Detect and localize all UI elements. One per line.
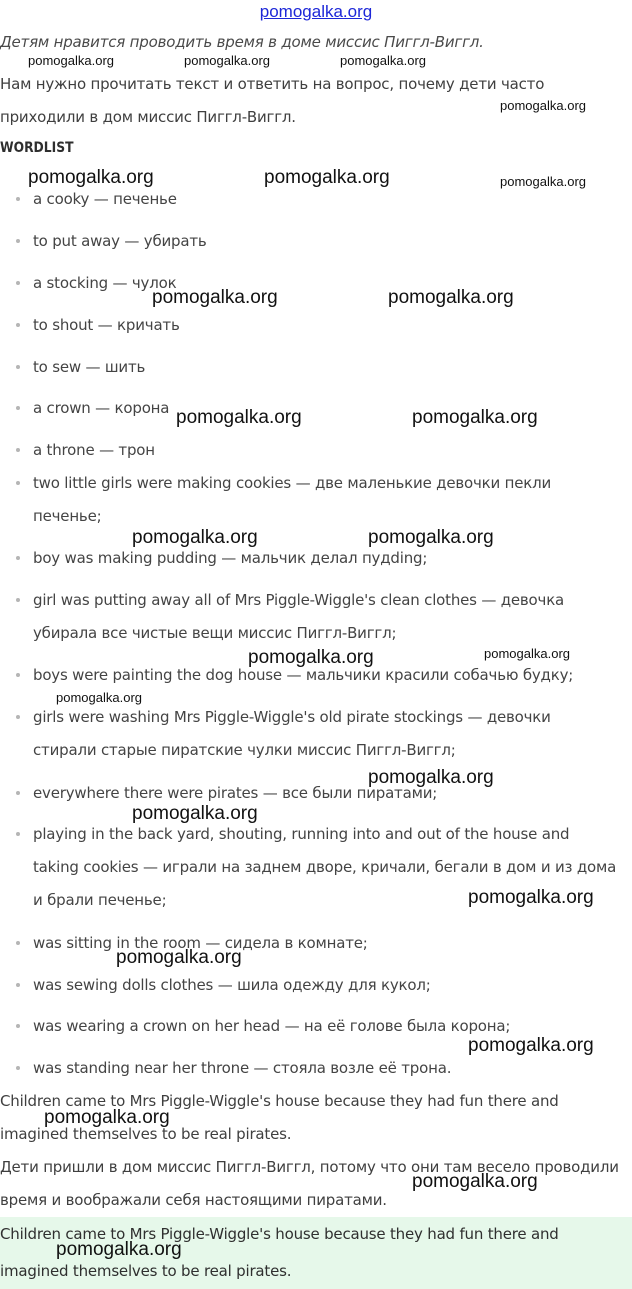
watermark: pomogalka.org bbox=[500, 174, 586, 189]
wordlist-item: was wearing a crown on her head — на её голове была корона; bbox=[33, 1010, 632, 1043]
answer-ru-line-2: время и воображали себя настоящими пиратами. bbox=[0, 1191, 387, 1209]
wordlist-item: was sewing dolls clothes — шила одежду для кукол; bbox=[33, 969, 632, 1002]
site-header-link[interactable]: pomogalka.org bbox=[259, 2, 373, 21]
answer-en-line-1: Children came to Mrs Piggle-Wiggle's house because they had fun there and bbox=[0, 1092, 559, 1110]
answer-ru-line-1: Дети пришли в дом миссис Пиггл-Виггл, потому что они там весело проводили bbox=[0, 1158, 619, 1176]
watermark: pomogalka.org bbox=[28, 53, 114, 68]
watermark: pomogalka.org bbox=[412, 1171, 538, 1192]
wordlist-heading: WORDLIST bbox=[0, 140, 74, 156]
watermark: pomogalka.org bbox=[132, 803, 258, 824]
watermark: pomogalka.org bbox=[56, 1239, 182, 1260]
watermark: pomogalka.org bbox=[116, 947, 242, 968]
wordlist-item: was sitting in the room — сидела в комнате; bbox=[33, 927, 632, 960]
watermark: pomogalka.org bbox=[56, 690, 142, 705]
watermark: pomogalka.org bbox=[468, 1035, 594, 1056]
wordlist-item: a throne — трон bbox=[33, 434, 632, 467]
wordlist-item: boy was making pudding — мальчик делал пудding; bbox=[33, 542, 632, 575]
wordlist-item: everywhere there were pirates — все были пиратами; bbox=[33, 777, 632, 810]
watermark: pomogalka.org bbox=[368, 527, 494, 548]
wordlist-item: to sew — шить bbox=[33, 351, 632, 384]
task-line-1: Нам нужно прочитать текст и ответить на вопрос, почему дети часто bbox=[0, 75, 545, 93]
wordlist-item: a stocking — чулок bbox=[33, 267, 632, 300]
wordlist-item: girl was putting away all of Mrs Piggle-Wiggle's clean clothes — девочка убирала все чистые вещи миссис Пиггл-Виггл; bbox=[33, 584, 632, 650]
intro-title: Детям нравится проводить время в доме миссис Пиггл-Виггл. bbox=[0, 33, 484, 51]
watermark: pomogalka.org bbox=[340, 53, 426, 68]
watermark: pomogalka.org bbox=[248, 647, 374, 668]
watermark: pomogalka.org bbox=[500, 98, 586, 113]
watermark: pomogalka.org bbox=[152, 287, 278, 308]
watermark: pomogalka.org bbox=[412, 407, 538, 428]
wordlist-item: was standing near her throne — стояла возле её трона. bbox=[33, 1052, 632, 1085]
answer-en-line-2: imagined themselves to be real pirates. bbox=[0, 1125, 292, 1143]
task-line-2: приходили в дом миссис Пиггл-Виггл. bbox=[0, 108, 296, 126]
watermark: pomogalka.org bbox=[484, 646, 570, 661]
wordlist-item: playing in the back yard, shouting, running into and out of the house and taking cookies — играли на заднем дворе, кричали, бегали в дом и из дома и брали печенье; bbox=[33, 818, 632, 917]
watermark: pomogalka.org bbox=[264, 167, 390, 188]
wordlist-item: a crown — корона bbox=[33, 392, 632, 425]
watermark: pomogalka.org bbox=[388, 287, 514, 308]
watermark: pomogalka.org bbox=[368, 767, 494, 788]
wordlist-item: two little girls were making cookies — две маленькие девочки пекли печенье; bbox=[33, 467, 632, 533]
watermark: pomogalka.org bbox=[184, 53, 270, 68]
wordlist-item: to shout — кричать bbox=[33, 309, 632, 342]
final-answer-line-2: imagined themselves to be real pirates. bbox=[0, 1262, 292, 1280]
watermark: pomogalka.org bbox=[132, 527, 258, 548]
wordlist-item: a cooky — печенье bbox=[33, 183, 632, 216]
wordlist-item: girls were washing Mrs Piggle-Wiggle's old pirate stockings — девочки стирали старые пиратские чулки миссис Пиггл-Виггл; bbox=[33, 701, 632, 767]
watermark: pomogalka.org bbox=[44, 1107, 170, 1128]
watermark: pomogalka.org bbox=[28, 167, 154, 188]
wordlist-item: to put away — убирать bbox=[33, 225, 632, 258]
final-answer-line-1: Children came to Mrs Piggle-Wiggle's house because they had fun there and bbox=[0, 1225, 559, 1243]
watermark: pomogalka.org bbox=[468, 887, 594, 908]
watermark: pomogalka.org bbox=[176, 407, 302, 428]
wordlist-item: boys were painting the dog house — мальчики красили собачью будку; bbox=[33, 659, 632, 692]
